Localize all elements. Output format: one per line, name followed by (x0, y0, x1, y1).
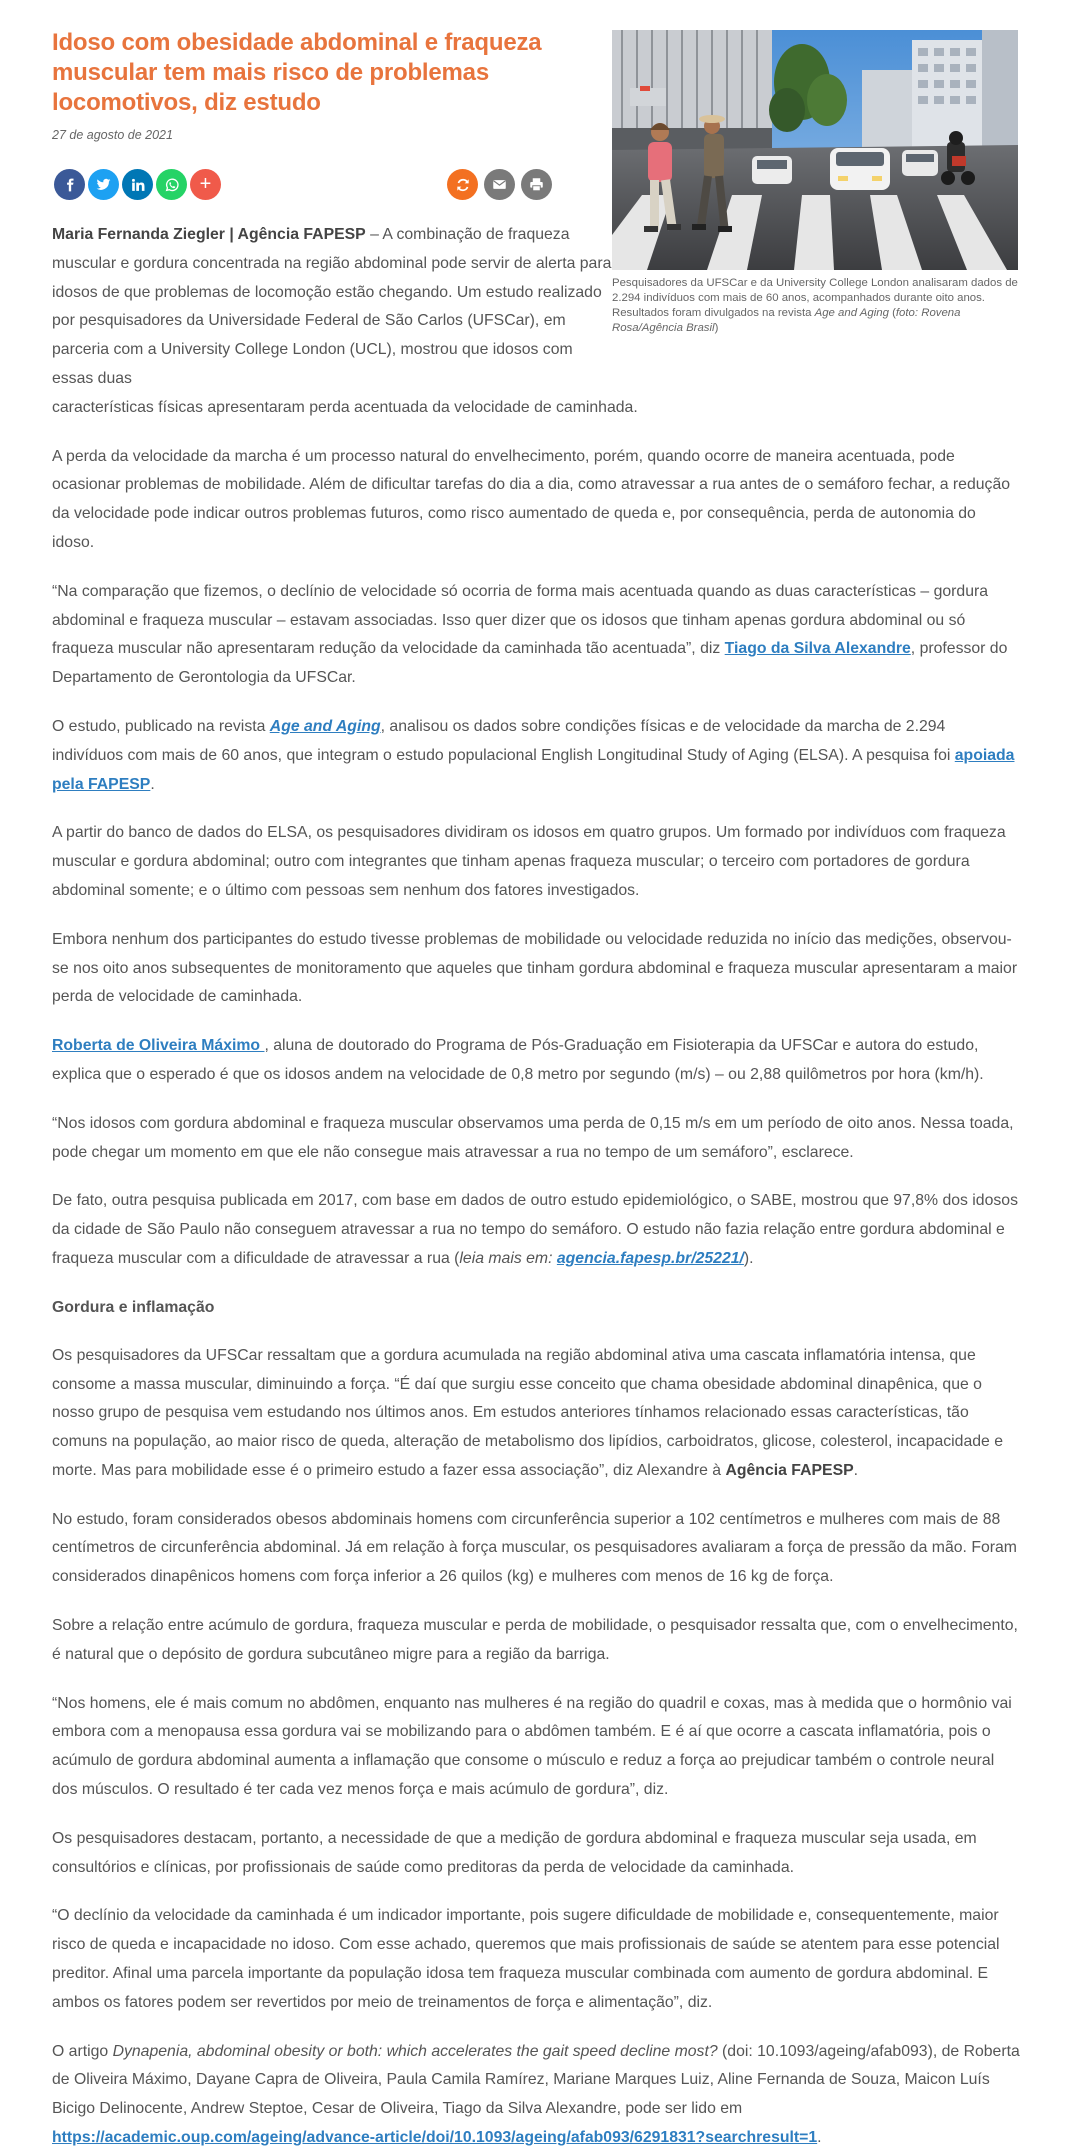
paper-url-link[interactable]: https://academic.oup.com/ageing/advance-article/doi/10.1093/ageing/afab093/6291831?searchresult=1 (52, 2129, 818, 2147)
paragraph-3-text-end: , professor do Departamento de Gerontologia da UFSCar. (52, 640, 1008, 687)
paragraph-5: A partir do banco de dados do ELSA, os pesquisadores dividiram os idosos em quatro grupos. Um formado por indivíduos com fraqueza muscular e gordura abdominal; outro com integrantes que tinham apenas fraqueza muscular; o terceiro com portadores de gordura abdominal somente; e o último com pessoas sem nenhum dos fatores investigados. (52, 824, 1006, 899)
paragraph-3-text: “Na comparação que fizemos, o declínio de velocidade só ocorria de forma mais acentuada quando as duas características – gordura abdominal e fraqueza muscular – estavam associadas. Isso quer dizer que os idosos que tinham apenas gordura abdominal ou só fraqueza muscular não apresentaram redução da velocidade da caminhada tão acentuada”, diz (52, 582, 989, 658)
share-bar (52, 169, 582, 205)
paragraph-6: Embora nenhum dos participantes do estudo tivesse problemas de mobilidade ou velocidade reduzida no início das medições, observou-se nos oito anos subsequentes de monitoramento que aqueles que tinham gordura abdominal e fraqueza muscular apresentaram a maior perda de velocidade de caminhada. (52, 930, 1018, 1006)
paragraph-10-text-end: . (853, 1461, 859, 1479)
paragraph-16 (52, 2038, 1020, 2153)
paragraph-16-text-mid: (doi: 10.1093/ageing/afab093), de Roberta de Oliveira Máximo, Dayane Capra de Oliveira, Paula Camila Ramírez, Mariane Marques Luiz, Aline Fernanda de Souza, Maicon Luís Bicigo Delinocente, Andrew Steptoe, Cesar de Oliveira, Tiago da Silva Alexandre, pode ser lido em (52, 2042, 1020, 2118)
paragraph-15: “O declínio da velocidade da caminhada é um indicador importante, pois sugere dificuldade de mobilidade e, consequentemente, maior risco de queda e incapacidade no idoso. Com esse achado, queremos que mais profissionais de saúde se atentem para esse potencial preditor. Afinal uma parcela importante da população idosa tem fraqueza muscular combinada com aumento de gordura abdominal. E ambos os fatores podem ser revertidos por meio de treinamentos de força e alimentação”, diz. (52, 1907, 1000, 2011)
print-icon (529, 177, 544, 192)
paragraph-7-text: , aluna de doutorado do Programa de Pós-Graduação em Fisioterapia da UFSCar e autora do estudo, explica que o esperado é que os idosos andem na velocidade de 0,8 metro por segundo (m/s) – ou 2,88 quilômetros por hora (km/h). (52, 1037, 984, 1083)
figure-caption (612, 276, 1018, 336)
roberta-maximo-link[interactable]: Roberta de Oliveira Máximo (52, 1037, 265, 1055)
agencia-fapesp-link[interactable]: agencia.fapesp.br/25221/ (556, 1249, 744, 1267)
article-date: 27 de agosto de 2021 (52, 128, 173, 142)
paragraph-14: Os pesquisadores destacam, portanto, a necessidade de que a medição de gordura abdominal e fraqueza muscular seja usada, em consultórios e clínicas, por profissionais de saúde como preditoras da perda de velocidade da caminhada. (52, 1829, 977, 1876)
caption-paren-open: ( (888, 307, 896, 319)
paragraph-8: “Nos idosos com gordura abdominal e fraqueza muscular observamos uma perda de 0,15 m/s em um período de oito anos. Nessa toada, pode chegar um momento em que ele não consegue mais atravessar a rua no tempo de um semáforo”, esclarece. (52, 1114, 1014, 1161)
article-figure (612, 30, 1018, 336)
caption-text: Pesquisadores da UFSCar e da University College London analisaram dados de 2.294 indivíduos com mais de 60 anos, acompanhados durante oito anos. Resultados foram divulgados na revista (612, 277, 1018, 319)
section-heading: Gordura e inflamação (52, 1298, 215, 1316)
linkedin-icon (131, 178, 145, 192)
article-title: Idoso com obesidade abdominal e fraqueza muscular tem mais risco de problemas locomotivos, diz estudo (52, 29, 542, 116)
paragraph-4-text: O estudo, publicado na revista (52, 717, 270, 735)
lead-paragraph (52, 221, 612, 394)
fapesp-support-link[interactable]: apoiada pela FAPESP (52, 746, 1015, 793)
paragraph-7 (52, 1032, 1020, 1090)
whatsapp-icon (164, 177, 180, 193)
print-button[interactable] (521, 169, 552, 200)
caption-journal: Age and Aging (814, 307, 889, 319)
refresh-icon (455, 177, 471, 193)
more-share-button[interactable] (190, 169, 221, 200)
paragraph-2: A perda da velocidade da marcha é um processo natural do envelhecimento, porém, quando ocorre de maneira acentuada, pode ocasionar problemas de mobilidade. Além de dificultar tarefas do dia a dia, como atravessar a rua antes de o semáforo fechar, a redução da velocidade pode indicar outros problemas futuros, como risco aumentado de queda e, por consequência, perda de autonomia do idoso. (52, 447, 1011, 551)
paragraph-9-text-end: ). (743, 1249, 754, 1267)
paragraph-16-text: O artigo (52, 2042, 113, 2060)
whatsapp-share-button[interactable] (156, 169, 187, 200)
email-icon (492, 177, 507, 192)
paragraph-12: Sobre a relação entre acúmulo de gordura, fraqueza muscular e perda de mobilidade, o pesquisador ressalta que, com o envelhecimento, é natural que o depósito de gordura subcutâneo migre para a região da barriga. (52, 1617, 1018, 1663)
lead-text: – A combinação de fraqueza muscular e gordura concentrada na região abdominal pode servir de alerta para idosos de que problemas de locomoção estão chegando. Um estudo realizado por pesquisadores da Universidade Federal de São Carlos (UFSCar), em parceria com a University College London (UCL), mostrou que idosos com essas duas (52, 226, 612, 387)
paragraph-10 (52, 1342, 1020, 1486)
plus-icon: + (199, 173, 212, 195)
paragraph-4 (52, 713, 1020, 799)
street-crossing-photo (612, 30, 1018, 270)
lead-paragraph-continued: características físicas apresentaram perda acentuada da velocidade de caminhada. (52, 398, 638, 416)
agencia-fapesp-bold: Agência FAPESP (725, 1461, 854, 1479)
caption-credit: foto: Rovena Rosa/Agência Brasil (612, 307, 961, 334)
email-button[interactable] (484, 169, 515, 200)
paper-title: Dynapenia, abdominal obesity or both: which accelerates the gait speed decline most? (112, 2042, 718, 2060)
paragraph-4-text-end: . (150, 775, 155, 793)
linkedin-share-button[interactable] (122, 169, 153, 200)
twitter-share-button[interactable] (88, 169, 119, 200)
paragraph-9 (52, 1187, 1020, 1273)
facebook-icon (63, 178, 77, 192)
paragraph-11: No estudo, foram considerados obesos abdominais homens com circunferência superior a 102 centímetros e mulheres com mais de 88 centímetros de circunferência abdominal. Já em relação à força muscular, os pesquisadores avaliaram a força de pressão da mão. Foram considerados dinapênicos homens com força inferior a 26 quilos (kg) e mulheres com menos de 16 kg de força. (52, 1510, 1017, 1586)
tiago-alexandre-link[interactable]: Tiago da Silva Alexandre (724, 640, 911, 658)
age-and-aging-link[interactable]: Age and Aging (269, 717, 381, 735)
paragraph-13: “Nos homens, ele é mais comum no abdômen, enquanto nas mulheres é na região do quadril e coxas, mas à medida que o hormônio vai embora com a menopausa essa gordura vai se mobilizando para o abdômen também. E é aí que ocorre a cascata inflamatória, pois o acúmulo de gordura abdominal aumenta a inflamação que consome o músculo e reduz a força ao prejudicar também o controle neural dos músculos. O resultado é ter cada vez menos força e mais acúmulo de gordura”, diz. (52, 1694, 1012, 1799)
paragraph-4-text-mid: , analisou os dados sobre condições físicas e de velocidade da marcha de 2.294 indivíduos com mais de 60 anos, que integram o estudo populacional English Longitudinal Study of Aging (ELSA). A pesquisa foi (52, 717, 955, 764)
caption-paren-close: ) (714, 322, 719, 334)
paragraph-10-text: Os pesquisadores da UFSCar ressaltam que a gordura acumulada na região abdominal ativa uma cascata inflamatória intensa, que consome a massa muscular, diminuindo a força. “É daí que surgiu esse conceito que chama obesidade abdominal dinapênica, que o nosso grupo de pesquisa vem estudando nos últimos anos. Em estudos anteriores tínhamos relacionado essas características, tão comuns na população, ao maior risco de queda, alteração de metabolismo dos lipídios, carboidratos, glicose, colesterol, incapacidade e morte. Mas para mobilidade esse é o primeiro estudo a fazer essa associação”, diz Alexandre à (52, 1346, 1003, 1479)
byline: Maria Fernanda Ziegler | Agência FAPESP (52, 226, 366, 243)
article-body (52, 221, 1020, 2153)
twitter-icon (96, 177, 111, 192)
paragraph-3 (52, 578, 1020, 693)
facebook-share-button[interactable] (54, 169, 85, 200)
refresh-button[interactable] (447, 169, 478, 200)
read-more-label: leia mais em: (459, 1249, 557, 1267)
paragraph-16-text-end: . (817, 2129, 822, 2147)
paragraph-9-text: De fato, outra pesquisa publicada em 2017, com base em dados de outro estudo epidemiológico, o SABE, mostrou que 97,8% dos idosos da cidade de São Paulo não conseguem atravessar a rua no tempo do semáforo. O estudo não fazia relação entre gordura abdominal e fraqueza muscular com a dificuldade de atravessar a rua ( (52, 1192, 1018, 1267)
